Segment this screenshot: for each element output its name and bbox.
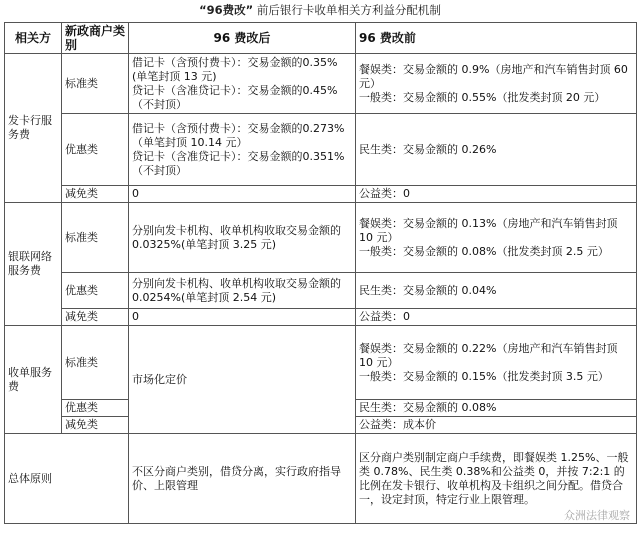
issuer-exempt-before: 公益类：0 xyxy=(356,186,637,203)
issuer-standard-before-dining: 餐娱类：交易金额的 0.9%（房地产和汽车销售封顶 60 元） xyxy=(359,62,628,90)
table-caption xyxy=(0,0,640,22)
principle-before: 区分商户类别制定商户手续费，即餐娱类 1.25%、一般类 0.78%、民生类 0.38%和公益类 0，并按 7:2:1 的比例在发卡银行、收单机构及卡组织之间分配。借贷合一，设定封顶，特定行业上限管理。 xyxy=(356,434,637,524)
issuer-discount-before: 民生类：交易金额的 0.26% xyxy=(356,114,637,186)
header-party: 相关方 xyxy=(5,23,62,54)
acquirer-standard-before-general: 一般类：交易金额的 0.15%（批发类封顶 3.5 元） xyxy=(359,369,609,383)
issuer-standard-after-credit: 贷记卡（含准贷记卡）：交易金额的0.45%（不封顶） xyxy=(132,83,338,111)
network-exempt-before: 公益类：0 xyxy=(356,309,637,326)
caption-title: “96费改” xyxy=(199,3,254,17)
network-fee-label: 银联网络服务费 xyxy=(5,203,62,326)
network-standard-cat: 标准类 xyxy=(62,203,129,273)
acquirer-discount-cat: 优惠类 xyxy=(62,400,129,417)
network-discount-after: 分别向发卡机构、收单机构收取交易金额的 0.0254%(单笔封顶 2.54 元) xyxy=(129,273,356,309)
issuer-discount-after-debit: 借记卡（含预付费卡）：交易金额的0.273%（单笔封顶 10.14 元） xyxy=(132,121,345,149)
fee-table xyxy=(4,22,637,524)
issuer-exempt-cat: 减免类 xyxy=(62,186,129,203)
header-merchant: 新政商户类别 xyxy=(62,23,129,54)
issuer-discount-after-credit: 贷记卡（含准贷记卡）：交易金额的0.351%（不封顶） xyxy=(132,149,345,177)
table-row xyxy=(5,309,637,326)
principle-label: 总体原则 xyxy=(5,434,129,524)
network-exempt-after: 0 xyxy=(129,309,356,326)
watermark: 众洲法律观察 xyxy=(564,509,630,522)
network-standard-before-dining: 餐娱类：交易金额的 0.13%（房地产和汽车销售封顶 10 元） xyxy=(359,216,618,244)
acquirer-standard-before xyxy=(356,326,637,400)
header-row xyxy=(5,23,637,54)
acquirer-standard-before-dining: 餐娱类：交易金额的 0.22%（房地产和汽车销售封顶 10 元） xyxy=(359,341,618,369)
table-row xyxy=(5,186,637,203)
network-discount-cat: 优惠类 xyxy=(62,273,129,309)
network-standard-before-general: 一般类：交易金额的 0.08%（批发类封顶 2.5 元） xyxy=(359,244,609,258)
issuer-exempt-after: 0 xyxy=(129,186,356,203)
network-exempt-cat: 减免类 xyxy=(62,309,129,326)
table-row xyxy=(5,203,637,273)
header-before: 96 费改前 xyxy=(356,23,637,54)
principle-after: 不区分商户类别，借贷分离，实行政府指导价、上限管理 xyxy=(129,434,356,524)
issuer-standard-before xyxy=(356,54,637,114)
acquirer-fee-label: 收单服务费 xyxy=(5,326,62,434)
issuer-standard-before-general: 一般类：交易金额的 0.55%（批发类封顶 20 元） xyxy=(359,90,606,104)
table-row xyxy=(5,54,637,114)
issuer-standard-after-debit: 借记卡（含预付费卡）：交易金额的0.35%(单笔封顶 13 元) xyxy=(132,55,338,83)
issuer-standard-cat: 标准类 xyxy=(62,54,129,114)
acquirer-discount-before: 民生类：交易金额的 0.08% xyxy=(356,400,637,417)
acquirer-standard-cat: 标准类 xyxy=(62,326,129,400)
issuer-discount-cat: 优惠类 xyxy=(62,114,129,186)
header-after: 96 费改后 xyxy=(129,23,356,54)
issuer-discount-after xyxy=(129,114,356,186)
table-row xyxy=(5,114,637,186)
network-standard-after: 分别向发卡机构、收单机构收取交易金额的 0.0325%(单笔封顶 3.25 元) xyxy=(129,203,356,273)
network-standard-before xyxy=(356,203,637,273)
table-row xyxy=(5,434,637,524)
table-row xyxy=(5,326,637,400)
acquirer-after: 市场化定价 xyxy=(129,326,356,434)
network-discount-before: 民生类：交易金额的 0.04% xyxy=(356,273,637,309)
issuer-fee-label: 发卡行服务费 xyxy=(5,54,62,203)
issuer-standard-after xyxy=(129,54,356,114)
table-row xyxy=(5,273,637,309)
acquirer-exempt-before: 公益类：成本价 xyxy=(356,417,637,434)
acquirer-exempt-cat: 减免类 xyxy=(62,417,129,434)
caption-rest: 前后银行卡收单相关方利益分配机制 xyxy=(256,3,441,17)
